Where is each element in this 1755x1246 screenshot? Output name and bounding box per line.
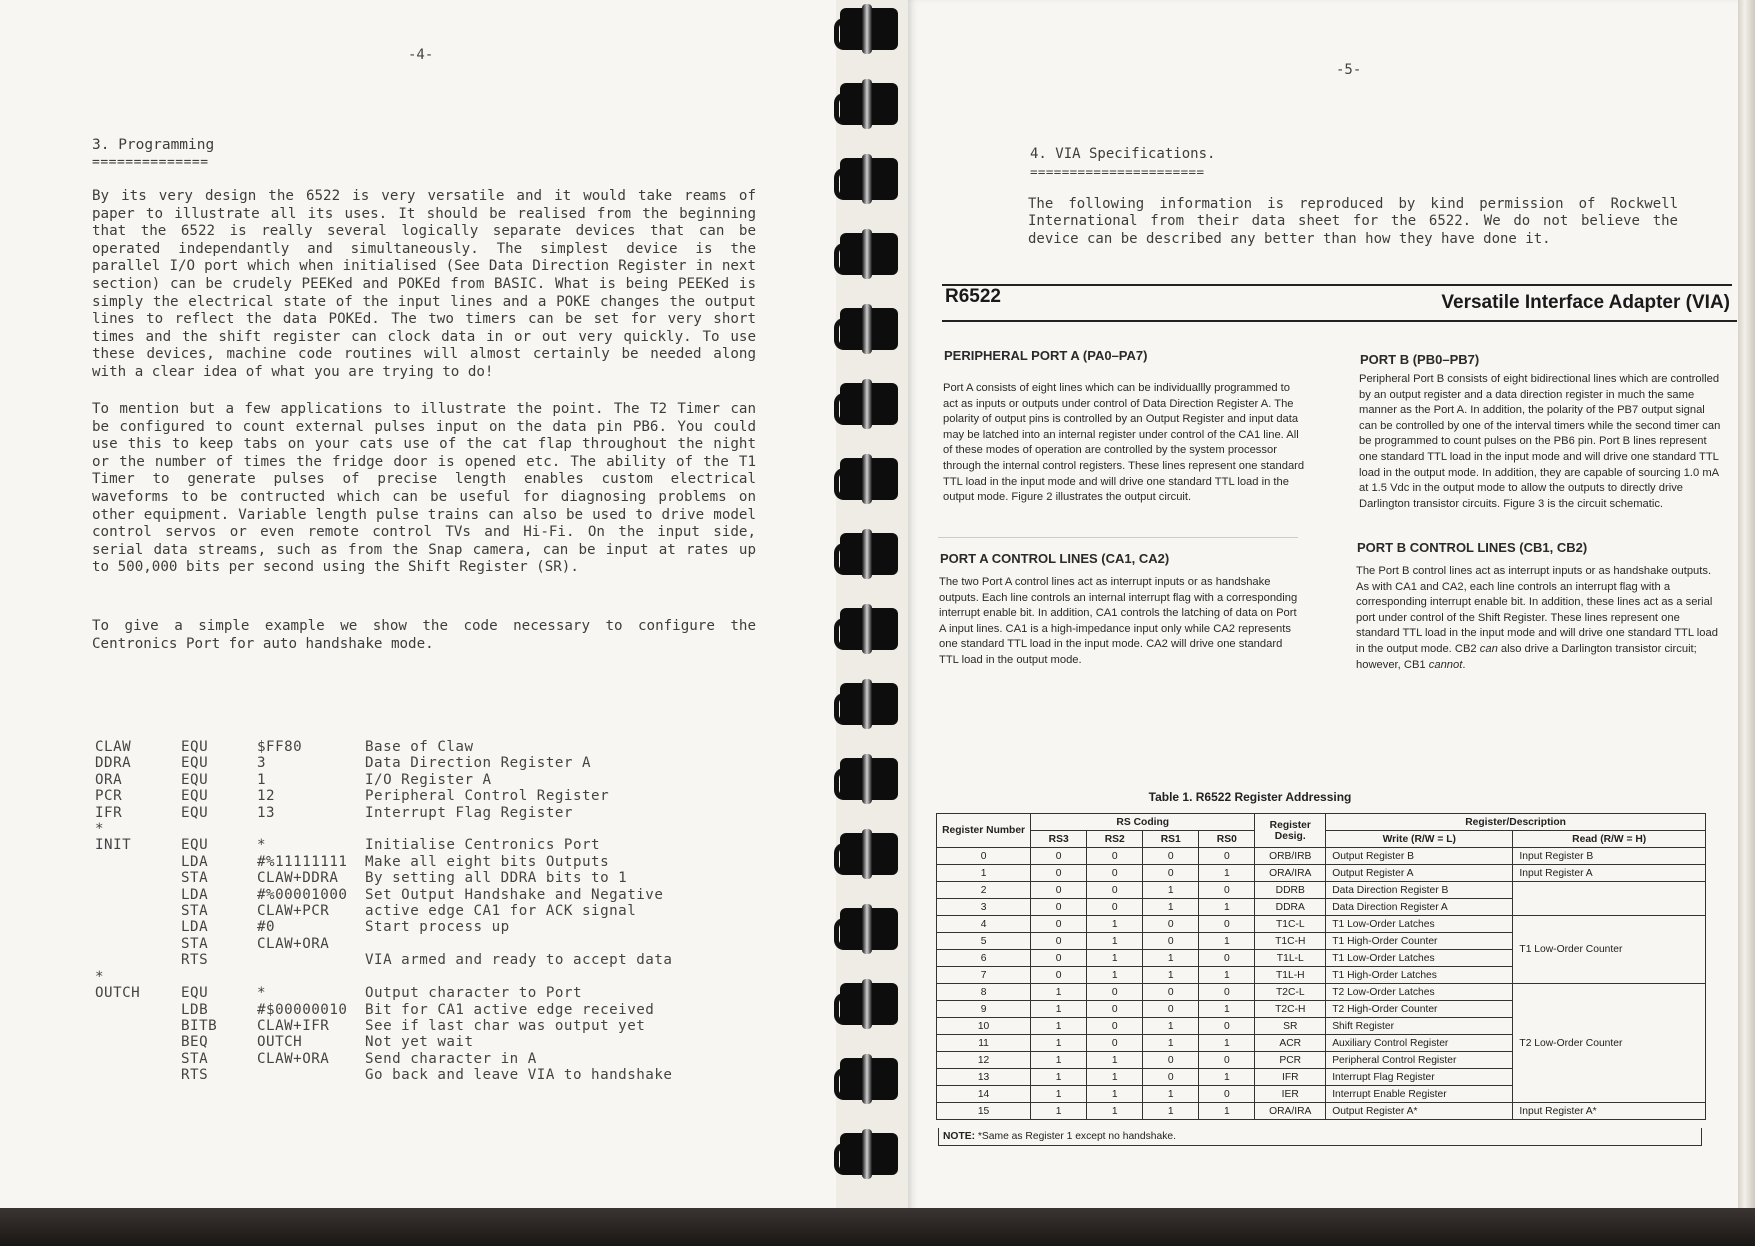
paragraph: By its very design the 6522 is very versatile and it would take reams of paper to illustrate all its uses. It should be realised from the beginning that the 6522 is really several logically separate devices that can be operated independantly and simultaneously. The simplest device is the parallel I/O port which when initialised (See Data Direction Register in next section) can be crudely PEEKed and POKEd from BASIC. What is being PEEKed is simply the electrical state of the input lines and a POKE changes the output lines to reflect the data POKEd. The two timers can be set for very short times and the shift register can clock data in or out very quickly. To use these devices, machine code routines will almost certainly be needed along with a clear idea of what you are trying to do! — [92, 188, 756, 380]
divider — [938, 537, 1298, 538]
section-text: The Port B control lines act as interrupt inputs or as handshake outputs. As with CA1 and CA2, each line controls an interrupt flag with a corresponding interrupt enable bit. In addition, these lines act as a serial port under control of the Shift Register. These lines represent one standard TTL load in the input mode and will drive one standard TTL load in the output mode. CB2 can also drive a Darlington transistor circuit; however, CB1 cannot. — [1356, 565, 1718, 671]
code-opcode: LDA — [181, 919, 209, 936]
reg-desig: IER — [1255, 1086, 1326, 1103]
binding-coil — [832, 1054, 902, 1104]
reg-desig: DDRB — [1255, 882, 1326, 899]
rs0: 1 — [1199, 1001, 1255, 1018]
code-operand: 3 — [257, 755, 267, 772]
write-desc: T1 High-Order Latches — [1326, 967, 1513, 984]
rs1: 0 — [1143, 848, 1199, 865]
code-label — [95, 1067, 181, 1083]
read-desc: T2 Low-Order Counter — [1513, 984, 1706, 1103]
rs3: 0 — [1031, 967, 1087, 984]
code-line — [95, 1002, 672, 1018]
rs1: 1 — [1143, 1018, 1199, 1035]
code-comment: See if last char was output yet — [365, 1017, 646, 1034]
code-opcode: EQU — [181, 771, 209, 788]
rs2: 0 — [1087, 899, 1143, 916]
write-desc: T2 High-Order Counter — [1326, 1001, 1513, 1018]
code-operand — [257, 1067, 365, 1083]
code-comment: Base of Claw — [365, 739, 474, 755]
heading-underline: ====================== — [1030, 164, 1205, 179]
code-line — [95, 1034, 672, 1050]
write-desc: Interrupt Enable Register — [1326, 1086, 1513, 1103]
table-row — [937, 882, 1706, 899]
code-opcode: RTS — [181, 952, 209, 969]
rs3: 0 — [1031, 916, 1087, 933]
header-rs3: RS3 — [1031, 831, 1087, 848]
rs0: 1 — [1199, 1035, 1255, 1052]
code-opcode: LDA — [181, 886, 209, 903]
rs0: 0 — [1199, 950, 1255, 967]
rs0: 0 — [1199, 848, 1255, 865]
reg-number: 9 — [937, 1001, 1031, 1018]
code-line — [95, 1018, 672, 1034]
code-line — [95, 952, 672, 968]
code-label: DDRA — [95, 755, 132, 772]
reg-desig: DDRA — [1255, 899, 1326, 916]
rs1: 0 — [1143, 865, 1199, 882]
rs2: 0 — [1087, 1018, 1143, 1035]
section-heading: 4. VIA Specifications. — [1030, 146, 1216, 162]
read-desc: Input Register B — [1513, 848, 1706, 865]
code-comment: Interrupt Flag Register — [365, 804, 573, 821]
binding-coil — [832, 1129, 902, 1179]
code-operand — [257, 952, 365, 968]
header-description: Register/Description — [1326, 814, 1706, 831]
rs1: 1 — [1143, 882, 1199, 899]
header-rs-coding: RS Coding — [1031, 814, 1255, 831]
code-line — [95, 887, 672, 903]
rs3: 1 — [1031, 1035, 1087, 1052]
rs2: 0 — [1087, 1035, 1143, 1052]
code-operand: CLAW+ORA — [257, 935, 330, 952]
reg-number: 15 — [937, 1103, 1031, 1120]
write-desc: Shift Register — [1326, 1018, 1513, 1035]
code-label: INIT — [95, 837, 132, 854]
rs3: 0 — [1031, 865, 1087, 882]
top-rule — [942, 284, 1732, 286]
rs2: 1 — [1087, 1103, 1143, 1120]
reg-number: 11 — [937, 1035, 1031, 1052]
code-opcode: EQU — [181, 739, 209, 755]
reg-desig: T2C-L — [1255, 984, 1326, 1001]
code-operand — [257, 969, 365, 985]
code-line — [95, 1067, 672, 1083]
write-desc: Peripheral Control Register — [1326, 1052, 1513, 1069]
rs2: 0 — [1087, 984, 1143, 1001]
code-label — [95, 952, 181, 968]
reg-number: 14 — [937, 1086, 1031, 1103]
binding-coil — [832, 379, 902, 429]
rs1: 1 — [1143, 1086, 1199, 1103]
code-line — [95, 1051, 672, 1067]
reg-desig: PCR — [1255, 1052, 1326, 1069]
code-label — [95, 887, 181, 903]
rs1: 0 — [1143, 1069, 1199, 1086]
rs0: 0 — [1199, 1018, 1255, 1035]
code-comment — [365, 821, 672, 837]
binding-coil — [832, 679, 902, 729]
rs3: 1 — [1031, 1018, 1087, 1035]
write-desc: Data Direction Register B — [1326, 882, 1513, 899]
reg-desig: ACR — [1255, 1035, 1326, 1052]
code-comment: Output character to Port — [365, 985, 582, 1002]
rs2: 0 — [1087, 1001, 1143, 1018]
write-desc: T1 Low-Order Latches — [1326, 950, 1513, 967]
code-comment: By setting all DDRA bits to 1 — [365, 870, 628, 887]
rs0: 1 — [1199, 933, 1255, 950]
code-comment: Not yet wait — [365, 1034, 474, 1051]
code-opcode: EQU — [181, 755, 209, 772]
code-operand: 1 — [257, 771, 267, 788]
reg-number: 4 — [937, 916, 1031, 933]
binding-coil — [832, 304, 902, 354]
reg-desig: ORA/IRA — [1255, 865, 1326, 882]
code-label — [95, 919, 181, 935]
read-desc: Input Register A* — [1513, 1103, 1706, 1120]
code-label — [95, 1018, 181, 1034]
section-heading: 3. Programming — [92, 137, 215, 153]
rs0: 0 — [1199, 1052, 1255, 1069]
rs0: 1 — [1199, 967, 1255, 984]
intro-paragraph: The following information is reproduced by kind permission of Rockwell International from their data sheet for the 6522. We do not believe the device can be described any better than how they have done it. — [1028, 196, 1678, 247]
code-comment: I/O Register A — [365, 771, 492, 788]
code-opcode: LDA — [181, 853, 209, 870]
heading-underline: ============== — [92, 155, 209, 170]
table-row — [937, 865, 1706, 882]
reg-number: 8 — [937, 984, 1031, 1001]
code-comment — [365, 936, 672, 952]
section-text: Port A consists of eight lines which can be individuallly programmed to act as inputs or outputs under control of Data Direction Register A. The polarity of output pins is controlled by an Output Register and input data may be latched into an internal register under control of the CA1 line. All of these modes of operation are controlled by the system processor through the internal control registers. These lines represent one standard TTL load in the input mode and will drive one standard TTL load in the output mode. Figure 2 illustrates the output circuit. — [943, 382, 1305, 504]
paragraph: To mention but a few applications to illustrate the point. The T2 Timer can be configured to count external pulses input on the data pin PB6. You could use this to keep tabs on your cats use of the cat flap throughout the night or the number of times the fridge door is opened etc. The ability of the T1 Timer to generate pulses of precise length enables custom electrical waveforms to be contructed which can be useful for diagnosing problems on other equipment. Variable length pulse trains can also be used to drive model control servos or even remote control TVs and Hi-Fi. On the input side, serial data streams, such as from the Snap camera, can be input at rates up to 500,000 bits per second using the Shift Register (SR). — [92, 401, 756, 576]
rs2: 1 — [1087, 933, 1143, 950]
code-line — [95, 969, 672, 985]
rs3: 1 — [1031, 1103, 1087, 1120]
code-operand: * — [257, 837, 267, 854]
reg-number: 10 — [937, 1018, 1031, 1035]
write-desc: T1 Low-Order Latches — [1326, 916, 1513, 933]
write-desc: T1 High-Order Counter — [1326, 933, 1513, 950]
code-line — [95, 788, 672, 804]
code-label: PCR — [95, 788, 123, 805]
spiral-binding — [832, 0, 912, 1215]
section-text: The two Port A control lines act as interrupt inputs or as handshake outputs. Each line controls an internal interrupt flag with a corresponding interrupt enable bit. In addition, CA1 controls the latching of data on Port A input lines. CA1 is a high-impedance input only while CA2 represents one standard TTL load in the input mode. CA2 will drive one standard TTL load in the output mode. — [939, 576, 1298, 666]
code-comment: Send character in A — [365, 1050, 537, 1067]
rs0: 0 — [1199, 984, 1255, 1001]
code-label — [95, 936, 181, 952]
header-rs1: RS1 — [1143, 831, 1199, 848]
rs0: 1 — [1199, 1103, 1255, 1120]
rs0: 1 — [1199, 899, 1255, 916]
rs2: 1 — [1087, 1052, 1143, 1069]
rs1: 0 — [1143, 916, 1199, 933]
code-operand: $FF80 — [257, 739, 303, 755]
read-desc — [1513, 882, 1706, 916]
binding-coil — [832, 454, 902, 504]
write-desc: T2 Low-Order Latches — [1326, 984, 1513, 1001]
reg-desig: ORB/IRB — [1255, 848, 1326, 865]
header-rs0: RS0 — [1199, 831, 1255, 848]
code-opcode: EQU — [181, 804, 209, 821]
code-opcode: STA — [181, 935, 209, 952]
code-comment: VIA armed and ready to accept data — [365, 952, 673, 969]
code-label: ORA — [95, 771, 123, 788]
code-operand: #$00000010 — [257, 1001, 348, 1018]
code-comment: Start process up — [365, 919, 510, 936]
code-comment: Peripheral Control Register — [365, 788, 610, 805]
rs0: 0 — [1199, 1086, 1255, 1103]
reg-desig: T2C-H — [1255, 1001, 1326, 1018]
sheet-part-number: R6522 — [945, 286, 1001, 307]
rs3: 1 — [1031, 984, 1087, 1001]
code-line — [95, 854, 672, 870]
rs3: 0 — [1031, 950, 1087, 967]
code-line — [95, 837, 672, 853]
write-desc: Interrupt Flag Register — [1326, 1069, 1513, 1086]
rs1: 1 — [1143, 1035, 1199, 1052]
read-desc: T1 Low-Order Counter — [1513, 916, 1706, 984]
code-line — [95, 870, 672, 886]
rs2: 1 — [1087, 1069, 1143, 1086]
code-label — [95, 1051, 181, 1067]
code-operand: * — [257, 985, 267, 1002]
rs2: 1 — [1087, 1086, 1143, 1103]
rs1: 1 — [1143, 967, 1199, 984]
binding-coil — [832, 79, 902, 129]
code-comment: active edge CA1 for ACK signal — [365, 903, 637, 920]
section-text: Peripheral Port B consists of eight bidirectional lines which are controlled by an output register and a data direction register in much the same manner as the Port A. In addition, the polarity of the PB7 output signal can be controlled by one of the interval timers while the second timer can be programmed to count pulses on the PB6 pin. Port B lines represent one standard TTL load in the input mode and will drive one standard TTL load in the output mode. In addition, they are capable of sourcing 1.0 mA at 1.5 Vdc in the output mode to allow the outputs to directly drive Darlington transistor circuits. Figure 3 is the circuit schematic. — [1359, 373, 1721, 510]
code-comment: Bit for CA1 active edge received — [365, 1001, 655, 1018]
header-register-number: Register Number — [937, 814, 1031, 848]
rs2: 1 — [1087, 950, 1143, 967]
rs2: 0 — [1087, 848, 1143, 865]
binding-coil — [832, 229, 902, 279]
page-number: -5- — [1336, 62, 1362, 78]
paragraph: To give a simple example we show the code necessary to configure the Centronics Port for auto handshake mode. — [92, 618, 756, 652]
table-row — [937, 916, 1706, 933]
reg-number: 3 — [937, 899, 1031, 916]
code-opcode: EQU — [181, 985, 209, 1002]
binding-coil — [832, 604, 902, 654]
reg-number: 2 — [937, 882, 1031, 899]
code-operand: #0 — [257, 919, 276, 936]
code-operand: CLAW+DDRA — [257, 870, 339, 887]
reg-desig: T1C-L — [1255, 916, 1326, 933]
code-opcode: RTS — [181, 1067, 209, 1084]
binding-coil — [832, 829, 902, 879]
rs3: 1 — [1031, 1086, 1087, 1103]
left-page — [0, 0, 836, 1215]
code-label: OUTCH — [95, 985, 141, 1002]
code-label: CLAW — [95, 739, 132, 755]
code-comment: Set Output Handshake and Negative — [365, 886, 664, 903]
reg-number: 6 — [937, 950, 1031, 967]
write-desc: Output Register A — [1326, 865, 1513, 882]
code-comment: Data Direction Register A — [365, 755, 592, 772]
section-heading: PERIPHERAL PORT A (PA0–PA7) — [944, 348, 1148, 363]
code-comment: Make all eight bits Outputs — [365, 853, 610, 870]
code-line — [95, 936, 672, 952]
code-comment — [365, 969, 672, 985]
write-desc: Data Direction Register A — [1326, 899, 1513, 916]
rs3: 0 — [1031, 933, 1087, 950]
code-opcode: STA — [181, 903, 209, 920]
binding-coil — [832, 4, 902, 54]
bottom-shadow — [0, 1208, 1755, 1246]
rs2: 0 — [1087, 882, 1143, 899]
reg-number: 13 — [937, 1069, 1031, 1086]
reg-number: 5 — [937, 933, 1031, 950]
write-desc: Output Register B — [1326, 848, 1513, 865]
code-operand: 13 — [257, 804, 276, 821]
code-label: * — [95, 821, 105, 838]
code-operand: CLAW+IFR — [257, 1017, 330, 1034]
code-line — [95, 903, 672, 919]
reg-desig: T1C-H — [1255, 933, 1326, 950]
binding-coil — [832, 979, 902, 1029]
table-row — [937, 1103, 1706, 1120]
code-opcode: BEQ — [181, 1034, 209, 1051]
header-desig: Register Desig. — [1255, 814, 1326, 848]
reg-number: 7 — [937, 967, 1031, 984]
read-desc: Input Register A — [1513, 865, 1706, 882]
rs1: 1 — [1143, 1103, 1199, 1120]
code-operand: CLAW+PCR — [257, 903, 330, 920]
rs1: 0 — [1143, 1052, 1199, 1069]
reg-desig: ORA/IRA — [1255, 1103, 1326, 1120]
code-opcode: STA — [181, 1050, 209, 1067]
code-operand — [257, 821, 365, 837]
binding-coil — [832, 754, 902, 804]
page-edge — [1738, 0, 1755, 1215]
title-rule — [942, 320, 1737, 322]
reg-desig: SR — [1255, 1018, 1326, 1035]
table-title: Table 1. R6522 Register Addressing — [1148, 790, 1352, 804]
code-opcode: EQU — [181, 788, 209, 805]
write-desc: Output Register A* — [1326, 1103, 1513, 1120]
code-line — [95, 919, 672, 935]
code-line — [95, 985, 672, 1001]
rs3: 0 — [1031, 848, 1087, 865]
rs2: 1 — [1087, 967, 1143, 984]
header-write: Write (R/W = L) — [1326, 831, 1513, 848]
reg-number: 1 — [937, 865, 1031, 882]
table-row — [937, 848, 1706, 865]
rs3: 1 — [1031, 1069, 1087, 1086]
reg-desig: T1L-H — [1255, 967, 1326, 984]
code-label: IFR — [95, 804, 123, 821]
code-opcode: LDB — [181, 1001, 209, 1018]
code-line — [95, 739, 672, 755]
page-number: -4- — [408, 47, 434, 63]
code-operand: CLAW+ORA — [257, 1050, 330, 1067]
rs3: 0 — [1031, 882, 1087, 899]
reg-number: 12 — [937, 1052, 1031, 1069]
rs3: 1 — [1031, 1001, 1087, 1018]
code-comment: Go back and leave VIA to handshake — [365, 1067, 673, 1084]
code-label — [95, 1002, 181, 1018]
header-read: Read (R/W = H) — [1513, 831, 1706, 848]
section-heading: PORT B (PB0–PB7) — [1360, 352, 1480, 367]
rs1: 1 — [1143, 950, 1199, 967]
rs3: 0 — [1031, 899, 1087, 916]
rs0: 1 — [1199, 1069, 1255, 1086]
header-rs2: RS2 — [1087, 831, 1143, 848]
table-note: NOTE: *Same as Register 1 except no handshake. — [938, 1128, 1702, 1146]
register-table — [936, 813, 1706, 1120]
binding-coil — [832, 529, 902, 579]
code-label — [95, 903, 181, 919]
write-desc: Auxiliary Control Register — [1326, 1035, 1513, 1052]
code-comment: Initialise Centronics Port — [365, 837, 601, 854]
rs3: 1 — [1031, 1052, 1087, 1069]
rs0: 0 — [1199, 882, 1255, 899]
rs2: 1 — [1087, 916, 1143, 933]
reg-desig: T1L-L — [1255, 950, 1326, 967]
code-line — [95, 755, 672, 771]
section-heading: PORT A CONTROL LINES (CA1, CA2) — [940, 551, 1170, 566]
code-opcode: EQU — [181, 837, 209, 854]
code-line — [95, 772, 672, 788]
code-opcode: BITB — [181, 1017, 218, 1034]
code-operand: #%11111111 — [257, 853, 348, 870]
code-operand: OUTCH — [257, 1034, 303, 1051]
code-operand: #%00001000 — [257, 886, 348, 903]
rs0: 1 — [1199, 865, 1255, 882]
rs0: 0 — [1199, 916, 1255, 933]
code-line — [95, 821, 672, 837]
reg-desig: IFR — [1255, 1069, 1326, 1086]
code-label — [95, 1034, 181, 1050]
rs1: 1 — [1143, 899, 1199, 916]
reg-number: 0 — [937, 848, 1031, 865]
code-label: * — [95, 968, 105, 985]
code-opcode — [181, 969, 257, 985]
code-listing — [95, 739, 672, 1084]
binding-coil — [832, 904, 902, 954]
code-line — [95, 805, 672, 821]
code-opcode — [181, 821, 257, 837]
sheet-title: Versatile Interface Adapter (VIA) — [1441, 292, 1730, 313]
rs1: 0 — [1143, 984, 1199, 1001]
rs2: 0 — [1087, 865, 1143, 882]
rs1: 0 — [1143, 1001, 1199, 1018]
rs1: 0 — [1143, 933, 1199, 950]
table-row — [937, 984, 1706, 1001]
code-operand: 12 — [257, 788, 276, 805]
code-opcode: STA — [181, 870, 209, 887]
section-heading: PORT B CONTROL LINES (CB1, CB2) — [1357, 540, 1588, 555]
code-label — [95, 870, 181, 886]
binding-coil — [832, 154, 902, 204]
code-label — [95, 854, 181, 870]
